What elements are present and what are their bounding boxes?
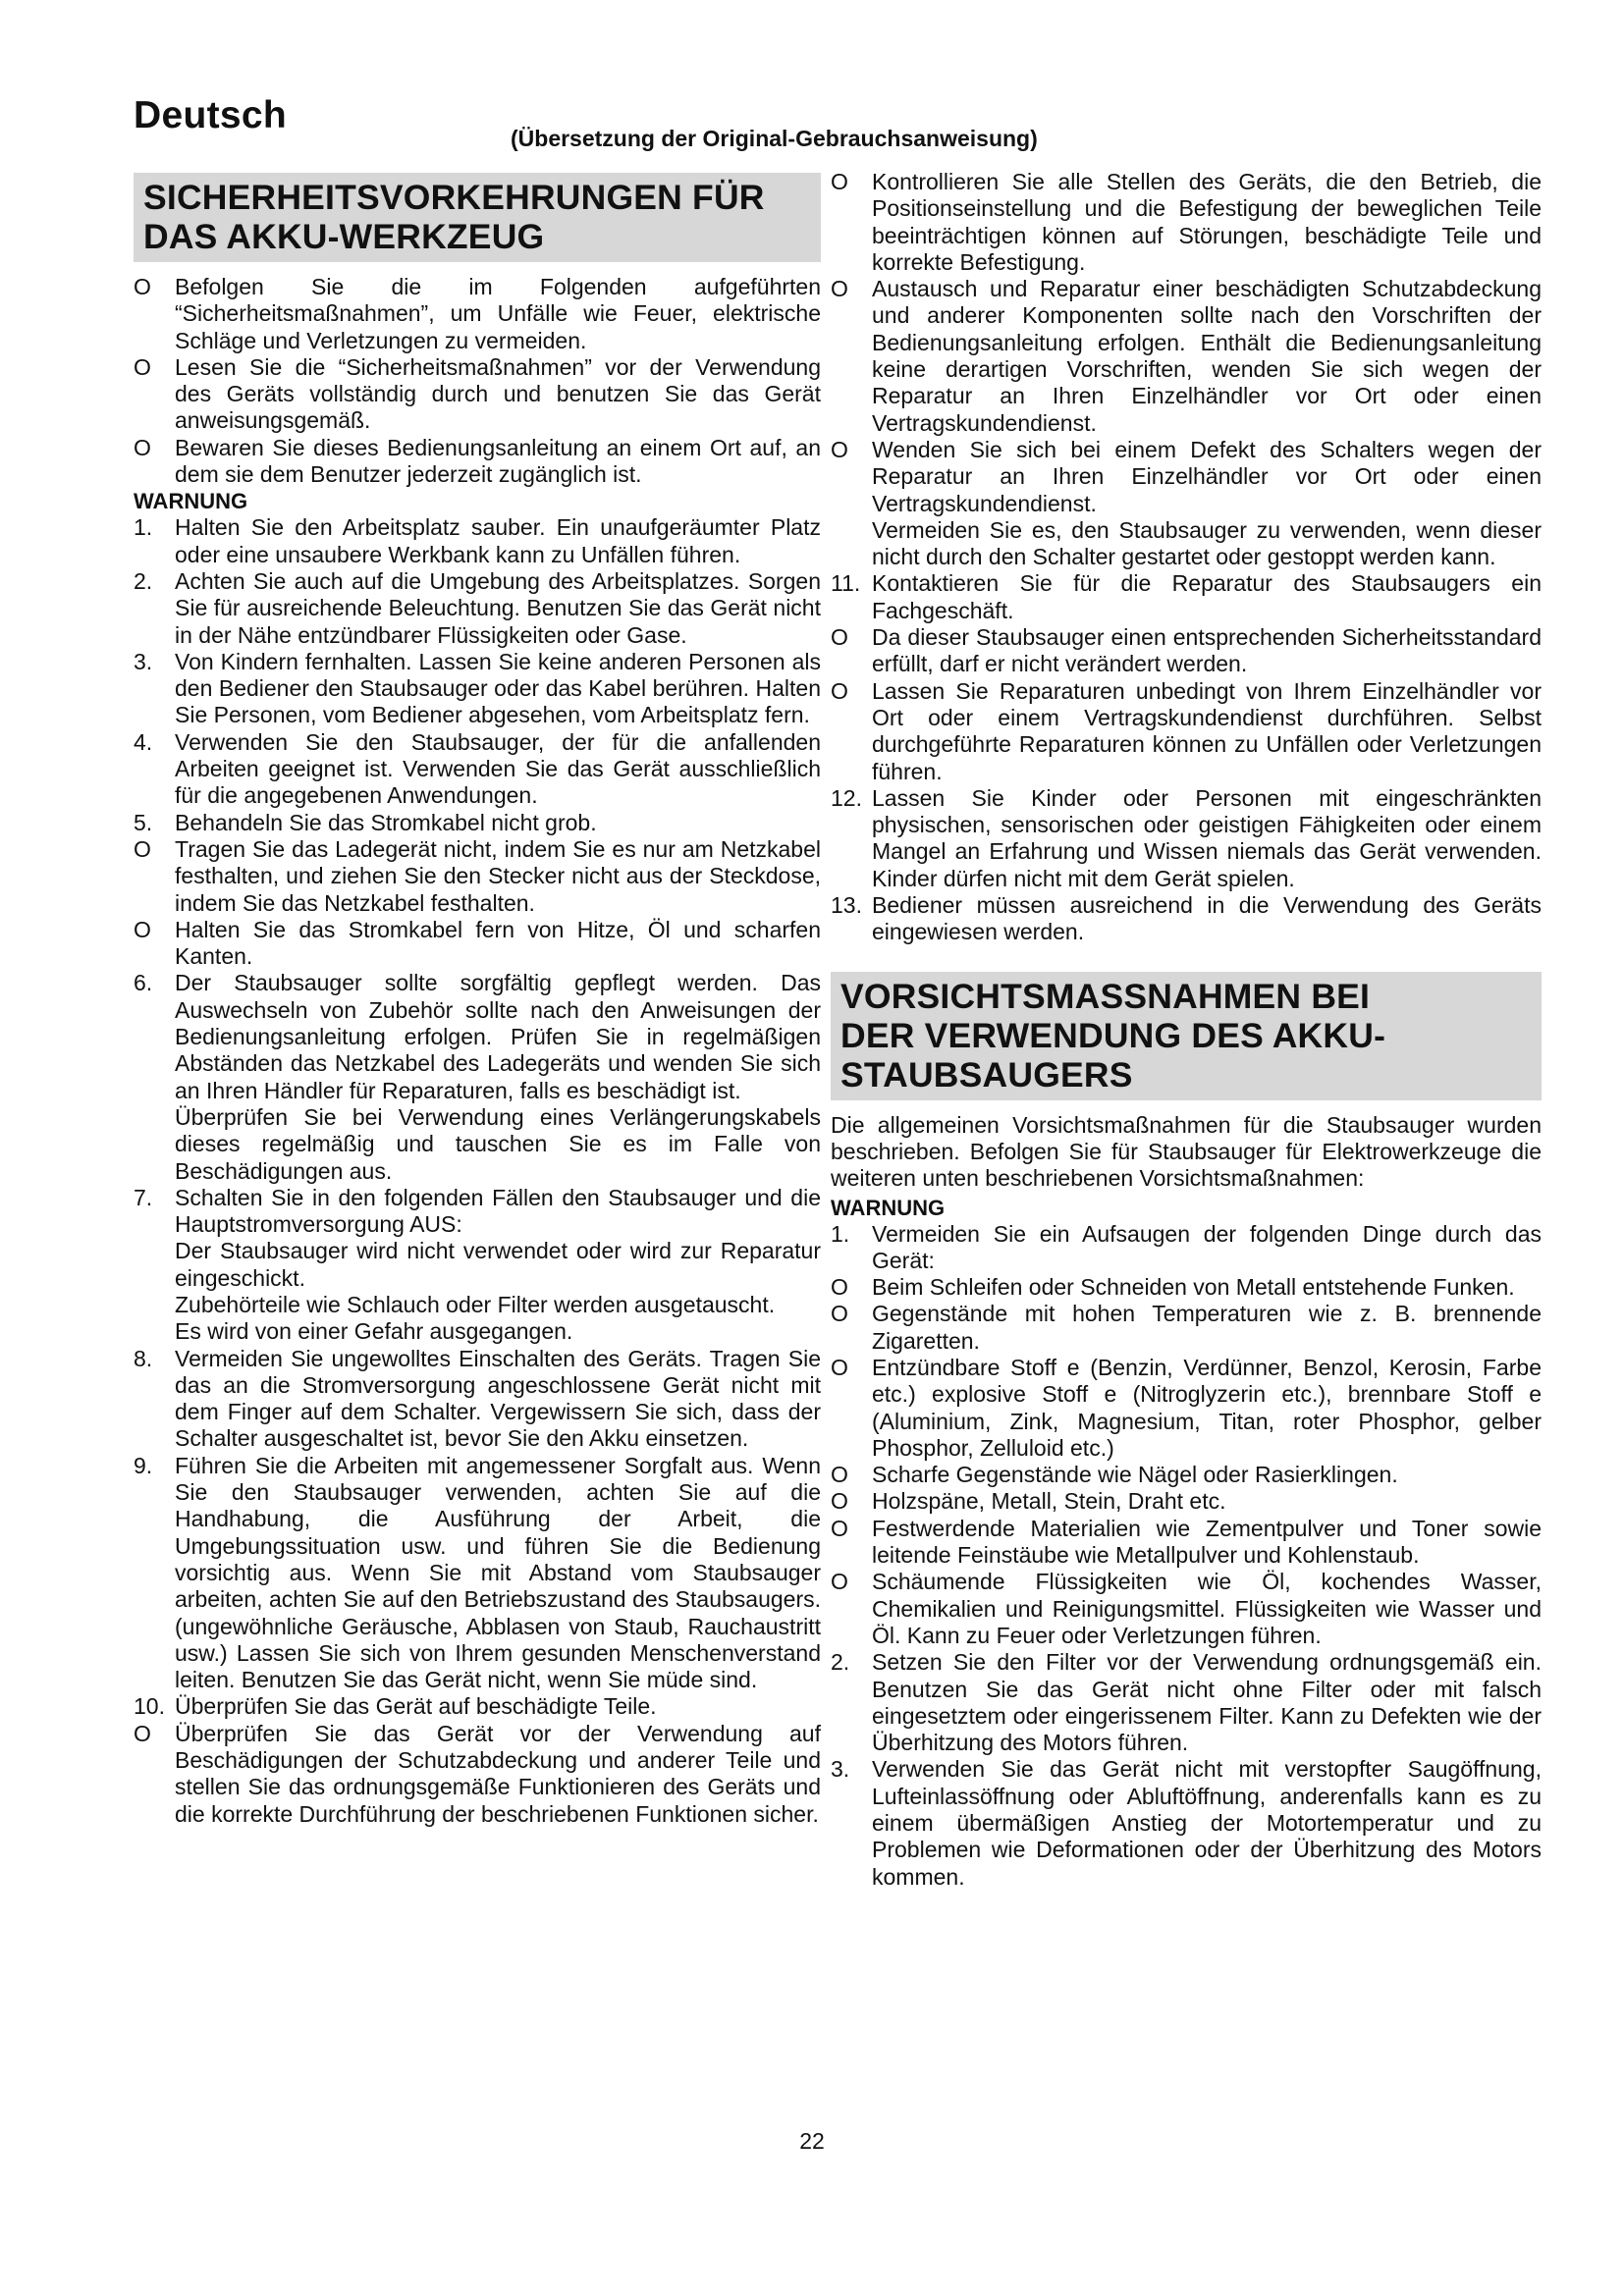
item-number: 1. (831, 1220, 850, 1247)
item-text: Kontaktieren Sie für die Reparatur des Staubsaugers ein Fachgeschäft. (872, 570, 1542, 623)
bullet-marker: O (831, 624, 848, 651)
warning-label: WARNUNG (134, 489, 248, 514)
item-number: 9. (134, 1452, 153, 1478)
item-number: 13. (831, 892, 862, 919)
numbered-item (831, 1649, 1542, 1756)
language-heading: Deutsch (134, 94, 287, 136)
bullet-item (134, 917, 821, 971)
item-number: 2. (134, 567, 153, 594)
item-number: 2. (831, 1649, 850, 1676)
bullet-text: Befolgen Sie die im Folgenden aufgeführten “Sicherheitsmaßnahmen”, um Unfälle wie Feuer, elektrische Schläge und Verletzungen zu vermeiden. (175, 274, 821, 353)
numbered-item (831, 1756, 1542, 1890)
bullet-item (134, 354, 821, 435)
bullet-item (134, 836, 821, 917)
item-number: 6. (134, 970, 153, 996)
bullet-marker: O (831, 1301, 848, 1327)
item-text: Halten Sie den Arbeitsplatz sauber. Ein unaufgeräumter Platz oder eine unsaubere Werkbank kann zu Unfällen führen. (175, 514, 821, 567)
item-text: Der Staubsauger sollte sorgfältig gepflegt werden. Das Auswechseln von Zubehör sollte nach den Anweisungen der Bedienungsanleitung erfolgen. Prüfen Sie in regelmäßigen Abständen das Netzkabel des Ladegeräts und wenden Sie sich an Ihren Händler für Reparaturen, falls es beschädigt ist. (175, 970, 821, 1103)
bullet-item (831, 624, 1542, 678)
item-number: 5. (134, 809, 153, 835)
numbered-item (134, 649, 821, 729)
item-number: 11. (831, 570, 861, 597)
numbered-item (134, 810, 821, 836)
section-heading-line: SICHERHEITSVORKEHRUNGEN FÜR (143, 178, 765, 217)
item-number: 12. (831, 784, 862, 811)
bullet-item (831, 169, 1542, 276)
bullet-item (134, 274, 821, 354)
bullet-item (831, 1516, 1542, 1570)
bullet-marker: O (831, 1569, 848, 1595)
bullet-item (831, 1569, 1542, 1649)
bullet-text: Überprüfen Sie das Gerät vor der Verwendung auf Beschädigungen der Schutzabdeckung und anderer Teile und stellen Sie das ordnungsgemäße Funktionieren des Geräts und die korrekte Durchführung der beschriebenen Funktionen sicher. (175, 1720, 821, 1827)
page-number: 22 (799, 2128, 825, 2154)
numbered-item (134, 970, 821, 1103)
bullet-text: Festwerdende Materialien wie Zementpulver und Toner sowie leitende Feinstäube wie Metallpulver und Kohlenstaub. (872, 1515, 1542, 1569)
bullet-marker: O (134, 916, 151, 942)
bullet-text: Da dieser Staubsauger einen entsprechenden Sicherheitsstandard erfüllt, darf er nicht verändert werden. (872, 624, 1542, 677)
numbered-item (134, 568, 821, 649)
item-number: 1. (134, 514, 153, 541)
bullet-text: Beim Schleifen oder Schneiden von Metall entstehende Funken. (872, 1274, 1515, 1301)
bullet-text: Scharfe Gegenstände wie Nägel oder Rasierklingen. (872, 1462, 1398, 1488)
bullet-text: Schäumende Flüssigkeiten wie Öl, kochendes Wasser, Chemikalien und Reinigungsmittel. Flüssigkeiten wie Wasser und Öl. Kann zu Feuer oder Verletzungen führen. (872, 1569, 1542, 1648)
bullet-item (831, 276, 1542, 437)
section-heading-vacuum (831, 972, 1542, 1100)
bullet-text: Halten Sie das Stromkabel fern von Hitze, Öl und scharfen Kanten. (175, 916, 821, 970)
bullet-item (831, 1274, 1542, 1301)
bullet-item (831, 1488, 1542, 1515)
item-text: Vermeiden Sie ein Aufsaugen der folgenden Dinge durch das Gerät: (872, 1220, 1542, 1273)
item-text: Vermeiden Sie ungewolltes Einschalten des Geräts. Tragen Sie das an die Stromversorgung angeschlossene Gerät nicht mit dem Finger auf dem Schalter. Vergewissern Sie sich, dass der Schalter ausgeschaltet ist, bevor Sie den Akku einsetzen. (175, 1345, 821, 1452)
bullet-marker: O (134, 353, 151, 380)
bullet-text: Kontrollieren Sie alle Stellen des Geräts, die den Betrieb, die Positionseinstellung und die Befestigung der beweglichen Teile beeinträchtigen können auf Störungen, beschädigte Teile und korrekte Befestigung. (872, 169, 1542, 275)
item-subtext: Überprüfen Sie bei Verwendung eines Verlängerungskabels dieses regelmäßig und tauschen Sie es im Falle von Beschädigungen aus. (175, 1103, 821, 1184)
bullet-item (831, 1301, 1542, 1355)
numbered-item (831, 570, 1542, 624)
bullet-marker: O (831, 276, 848, 302)
bullet-marker: O (831, 1515, 848, 1541)
section-heading-line: DER VERWENDUNG DES AKKU- (840, 1015, 1386, 1055)
section-spacer (831, 946, 1542, 972)
bullet-text: Lesen Sie die “Sicherheitsmaßnahmen” vor der Verwendung des Geräts vollständig durch und benutzen Sie das Gerät anweisungsgemäß. (175, 353, 821, 434)
section-heading-line: STAUBSAUGERS (840, 1054, 1133, 1095)
warning-label: WARNUNG (831, 1195, 946, 1220)
numbered-item (134, 729, 821, 810)
bullet-item (831, 678, 1542, 785)
bullet-text: Gegenstände mit hohen Temperaturen wie z. B. brennende Zigaretten. (872, 1301, 1542, 1354)
item-text: Lassen Sie Kinder oder Personen mit eingeschränkten physischen, sensorischen oder geistigen Fähigkeiten oder einem Mangel an Erfahrung und Wissen niemals das Gerät verwenden. Kinder dürfen nicht mit dem Gerät spielen. (872, 784, 1542, 891)
bullet-marker: O (134, 835, 151, 862)
bullet-text: Wenden Sie sich bei einem Defekt des Schalters wegen der Reparatur an Ihren Einzelhändler vor Ort oder einen Vertragskundendienst. (872, 436, 1542, 516)
bullet-marker: O (831, 1354, 848, 1380)
bullet-text: Bewaren Sie dieses Bedienungsanleitung an einem Ort auf, an dem sie dem Benutzer jederzeit zugänglich ist. (175, 434, 821, 488)
right-column (831, 169, 1542, 1891)
section-intro: Die allgemeinen Vorsichtsmaßnahmen für die Staubsauger wurden beschrieben. Befolgen Sie für Staubsauger für Elektrowerkzeuge die weiteren unten beschriebenen Vorsichtsmaßnahmen: (831, 1111, 1542, 1192)
item-number: 7. (134, 1184, 153, 1210)
item-text: Von Kindern fernhalten. Lassen Sie keine anderen Personen als den Bediener den Staubsauger oder das Kabel berühren. Halten Sie Personen, vom Bediener abgesehen, vom Arbeitsplatz fern. (175, 648, 821, 728)
bullet-marker: O (831, 169, 848, 194)
item-text: Überprüfen Sie das Gerät auf beschädigte Teile. (175, 1693, 657, 1720)
numbered-item (134, 1185, 821, 1239)
bullet-text: Tragen Sie das Ladegerät nicht, indem Sie es nur am Netzkabel festhalten, und ziehen Sie den Stecker nicht aus der Steckdose, indem Sie das Netzkabel festhalten. (175, 835, 821, 916)
bullet-marker: O (831, 1274, 848, 1301)
item-text: Achten Sie auch auf die Umgebung des Arbeitsplatzes. Sorgen Sie für ausreichende Beleuchtung. Benutzen Sie das Gerät nicht in der Nähe entzündbarer Flüssigkeiten oder Gase. (175, 567, 821, 648)
item-number: 8. (134, 1345, 153, 1371)
bullet-text: Holzspäne, Metall, Stein, Draht etc. (872, 1488, 1226, 1515)
item-text: Schalten Sie in den folgenden Fällen den Staubsauger und die Hauptstromversorgung AUS: (175, 1184, 821, 1238)
item-subtext: Der Staubsauger wird nicht verwendet oder wird zur Reparatur eingeschickt. (175, 1238, 821, 1291)
item-number: 10. (134, 1693, 165, 1720)
bullet-item (831, 1462, 1542, 1488)
item-subtext: Zubehörteile wie Schlauch oder Filter werden ausgetauscht. (175, 1291, 776, 1317)
bullet-marker: O (831, 1462, 848, 1488)
section-heading-safety (134, 173, 821, 262)
bullet-marker: O (831, 1488, 848, 1515)
bullet-marker: O (134, 274, 151, 299)
item-text: Behandeln Sie das Stromkabel nicht grob. (175, 809, 597, 835)
item-text: Verwenden Sie das Gerät nicht mit verstopfter Saugöffnung, Lufteinlassöffnung oder Abluftöffnung, anderenfalls kann es zu einem übermäßigen Anstieg der Motortemperatur und zu Problemen wie Deformationen oder der Überhitzung des Motors kommen. (872, 1756, 1542, 1890)
bullet-marker: O (134, 434, 151, 460)
bullet-marker: O (134, 1720, 151, 1746)
section-heading-line: VORSICHTSMASSNAHMEN BEI (840, 976, 1371, 1016)
item-text: Führen Sie die Arbeiten mit angemessener Sorgfalt aus. Wenn Sie den Staubsauger verwenden, achten Sie auf die Handhabung, die Ausführung der Arbeit, die Umgebungssituation usw. und führen Sie die Bedienung vorsichtig aus. Wenn Sie mit Abstand vom Staubsauger arbeiten, achten Sie auf den Betriebszustand des Staubsaugers. (ungewöhnliche Geräusche, Abblasen von Staub, Rauchaustritt usw.) Lassen Sie sich von Ihrem gesunden Menschenverstand leiten. Benutzen Sie das Gerät nicht, wenn Sie müde sind. (175, 1452, 821, 1693)
bullet-text: Austausch und Reparatur einer beschädigten Schutzabdeckung und anderer Komponenten sollte nach den Vorschriften der Bedienungsanleitung erfolgen. Enthält die Bedienungsanleitung keine derartigen Vorschriften, wenden Sie sich wegen der Reparatur an Ihren Einzelhändler vor Ort oder einen Vertragskundendienst. (872, 276, 1542, 436)
item-number: 3. (831, 1756, 850, 1783)
item-text: Verwenden Sie den Staubsauger, der für die anfallenden Arbeiten geeignet ist. Verwenden Sie das Gerät ausschließlich für die angegebenen Anwendungen. (175, 728, 821, 809)
bullet-item (831, 437, 1542, 517)
item-subtext: Es wird von einer Gefahr ausgegangen. (175, 1318, 573, 1345)
section-heading-line: DAS AKKU-WERKZEUG (143, 217, 545, 256)
bullet-text: Lassen Sie Reparaturen unbedingt von Ihrem Einzelhändler vor Ort oder einem Vertragskundendienst durchführen. Selbst durchgeführte Reparaturen können zu Unfällen oder Verletzungen führen. (872, 677, 1542, 784)
numbered-item (831, 892, 1542, 946)
item-text: Setzen Sie den Filter vor der Verwendung ordnungsgemäß ein. Benutzen Sie das Gerät nicht ohne Filter oder mit falsch eingesetztem oder eingerissenem Filter. Kann zu Defekten wie der Überhitzung des Motors führen. (872, 1649, 1542, 1756)
bullet-item (831, 1355, 1542, 1462)
numbered-item (134, 1346, 821, 1453)
numbered-item (831, 785, 1542, 892)
item-number: 4. (134, 728, 153, 755)
left-column (134, 173, 821, 1828)
bullet-item (134, 1721, 821, 1828)
numbered-item (134, 1453, 821, 1694)
numbered-item (831, 1221, 1542, 1275)
bullet-text: Entzündbare Stoff e (Benzin, Verdünner, Benzol, Kerosin, Farbe etc.) explosive Stoff e (Nitroglyzerin etc.), brennbare Stoff e (Aluminium, Zink, Magnesium, Titan, roter Phosphor, gelber Phosphor, Zelluloid etc.) (872, 1354, 1542, 1461)
item-number: 3. (134, 648, 153, 674)
numbered-item (134, 514, 821, 568)
document-subtitle: (Übersetzung der Original-Gebrauchsanweisung) (511, 126, 1038, 151)
item-text: Bediener müssen ausreichend in die Verwendung des Geräts eingewiesen werden. (872, 892, 1542, 945)
bullet-marker: O (831, 436, 848, 462)
bullet-item (134, 435, 821, 489)
item-subtext: Vermeiden Sie es, den Staubsauger zu verwenden, wenn dieser nicht durch den Schalter gestartet oder gestoppt werden kann. (872, 516, 1542, 570)
numbered-item (134, 1693, 821, 1720)
bullet-marker: O (831, 677, 848, 704)
